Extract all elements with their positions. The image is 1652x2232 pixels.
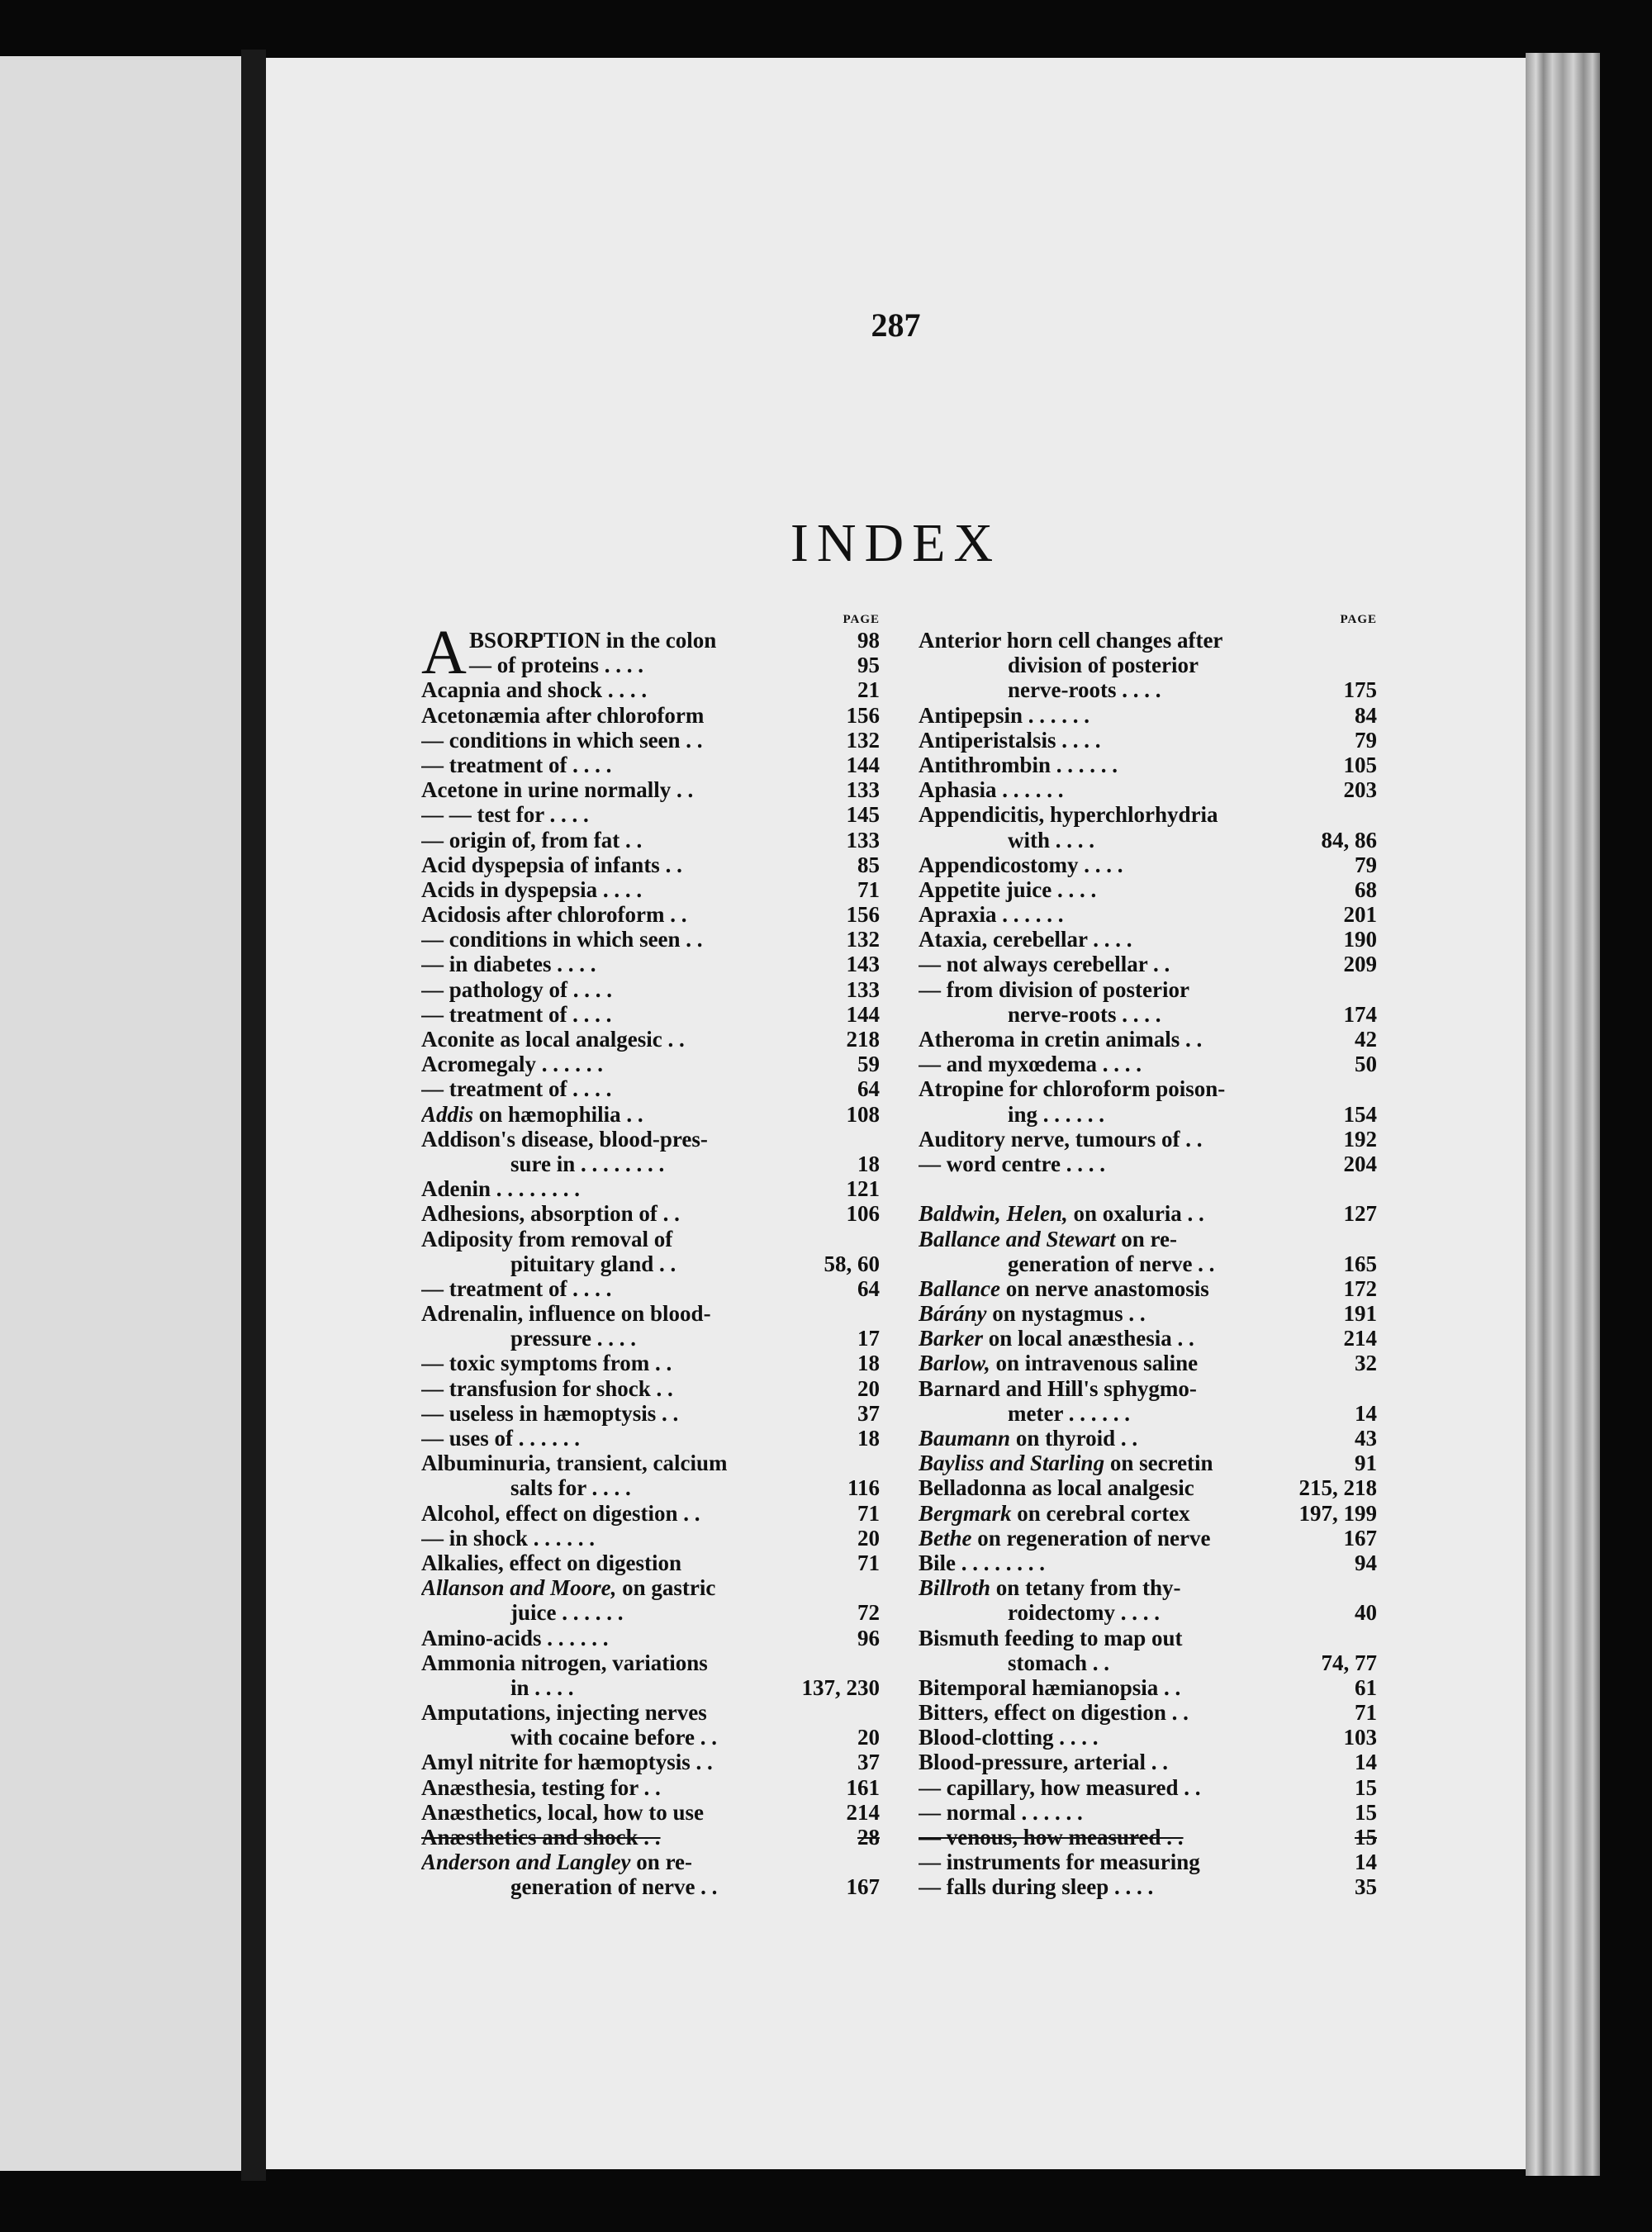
entry-text: — in shock . . . . . . xyxy=(421,1525,596,1551)
index-entry xyxy=(421,1152,880,1176)
entry-text: — word centre . . . . xyxy=(919,1151,1105,1176)
index-entry xyxy=(421,1276,880,1301)
entry-text: Baumann on thyroid . . xyxy=(919,1426,1138,1451)
entry-text: — and myxœdema . . . . xyxy=(919,1052,1142,1077)
entry-text: Ballance and Stewart on re- xyxy=(919,1226,1178,1251)
entry-text: — venous, how measured . . xyxy=(919,1825,1184,1850)
entry-text: Bethe on regeneration of nerve xyxy=(919,1525,1211,1551)
index-entry xyxy=(421,1201,880,1226)
entry-page: 74, 77 xyxy=(1321,1650,1377,1675)
index-entry xyxy=(919,1326,1377,1351)
index-entry xyxy=(919,828,1377,852)
entry-page: 167 xyxy=(846,1874,880,1900)
index-entry xyxy=(421,1002,880,1027)
entry-text: — treatment of . . . . xyxy=(421,1001,612,1027)
entry-page: 84 xyxy=(1355,702,1377,728)
entry-text: — useless in hæmoptysis . . xyxy=(421,1400,679,1426)
entry-page: 18 xyxy=(857,1426,880,1451)
right-entries xyxy=(919,628,1377,1900)
index-entry xyxy=(919,753,1377,777)
entry-page: 209 xyxy=(1343,952,1377,977)
entry-page: 64 xyxy=(857,1076,880,1102)
entry-page: 71 xyxy=(857,1500,880,1526)
entry-page: 108 xyxy=(846,1101,880,1127)
entry-page: 59 xyxy=(857,1052,880,1077)
entry-text: — treatment of . . . . xyxy=(421,752,612,777)
entry-page: 15 xyxy=(1355,1774,1377,1800)
index-entry xyxy=(421,753,880,777)
entry-page: 167 xyxy=(1343,1525,1377,1551)
entry-page: 32 xyxy=(1355,1351,1377,1376)
entry-page: 64 xyxy=(857,1275,880,1301)
index-entry xyxy=(919,1650,1377,1675)
entry-text: Barnard and Hill's sphygmo- xyxy=(919,1375,1197,1401)
index-entry xyxy=(919,653,1377,677)
entry-text: — treatment of . . . . xyxy=(421,1275,612,1301)
book-gutter xyxy=(241,50,266,2181)
entry-text: Ballance on nerve anastomosis xyxy=(919,1275,1209,1301)
index-entry xyxy=(421,1401,880,1426)
entry-text: with cocaine before . . xyxy=(510,1725,717,1750)
page-number: 287 xyxy=(871,306,921,344)
index-entry xyxy=(919,1825,1377,1850)
index-entry xyxy=(919,1501,1377,1526)
index-entry xyxy=(919,877,1377,902)
entry-text: Appendicitis, hyperchlorhydria xyxy=(919,802,1218,828)
entry-text: Belladonna as local analgesic xyxy=(919,1475,1194,1501)
entry-page: 84, 86 xyxy=(1321,827,1377,852)
entry-page: 165 xyxy=(1343,1251,1377,1276)
entry-page: 145 xyxy=(846,802,880,828)
index-entry xyxy=(421,728,880,753)
index-entry xyxy=(421,802,880,827)
index-entry xyxy=(421,1874,880,1899)
entry-text: Acids in dyspepsia . . . . xyxy=(421,876,643,902)
entry-page: 85 xyxy=(857,852,880,877)
index-entry xyxy=(421,1800,880,1825)
entry-page: 204 xyxy=(1343,1151,1377,1176)
index-entry xyxy=(919,1451,1377,1475)
index-entry xyxy=(919,1850,1377,1874)
index-entry xyxy=(421,1626,880,1650)
entry-page: 116 xyxy=(847,1475,880,1501)
entry-text: Amputations, injecting nerves xyxy=(421,1700,707,1726)
entry-text: — uses of . . . . . . xyxy=(421,1426,581,1451)
index-entry xyxy=(421,927,880,952)
entry-text: salts for . . . . xyxy=(510,1475,631,1501)
section-gap xyxy=(919,1176,1377,1201)
entry-text: Ataxia, cerebellar . . . . xyxy=(919,927,1132,952)
entry-text: Alcohol, effect on digestion . . xyxy=(421,1500,700,1526)
entry-text: — falls during sleep . . . . xyxy=(919,1874,1154,1900)
entry-text: Bayliss and Starling on secretin xyxy=(919,1451,1213,1476)
entry-page: 143 xyxy=(846,952,880,977)
entry-page: 20 xyxy=(857,1375,880,1401)
entry-text: — conditions in which seen . . xyxy=(421,927,703,952)
entry-text: nerve-roots . . . . xyxy=(1008,677,1161,703)
entry-text: Appendicostomy . . . . xyxy=(919,852,1123,877)
index-entry xyxy=(421,1600,880,1625)
entry-page: 15 xyxy=(1355,1799,1377,1825)
index-entry xyxy=(919,1102,1377,1127)
entry-text: Allanson and Moore, on gastric xyxy=(421,1575,716,1601)
index-entry xyxy=(919,1251,1377,1276)
entry-page: 96 xyxy=(857,1625,880,1650)
entry-page: 203 xyxy=(1343,777,1377,803)
entry-page: 154 xyxy=(1343,1101,1377,1127)
entry-page: 105 xyxy=(1343,752,1377,777)
index-entry xyxy=(421,703,880,728)
entry-text: Blood-clotting . . . . xyxy=(919,1725,1099,1750)
drop-cap: A xyxy=(421,618,467,687)
index-entry xyxy=(421,653,880,677)
index-entry xyxy=(919,1351,1377,1375)
index-entry xyxy=(421,1451,880,1475)
entry-page: 17 xyxy=(857,1326,880,1351)
index-column-right xyxy=(919,611,1377,1900)
index-entry xyxy=(421,877,880,902)
entry-page: 106 xyxy=(846,1201,880,1227)
entry-text: Atheroma in cretin animals . . xyxy=(919,1027,1203,1052)
entry-text: Addison's disease, blood-pres- xyxy=(421,1126,708,1152)
entry-text: in . . . . xyxy=(510,1674,574,1700)
index-entry xyxy=(421,952,880,976)
index-entry xyxy=(421,1650,880,1675)
index-entry xyxy=(919,728,1377,753)
entry-text: Amino-acids . . . . . . xyxy=(421,1625,609,1650)
entry-text: Bárány on nystagmus . . xyxy=(919,1301,1146,1327)
entry-page: 103 xyxy=(1343,1725,1377,1750)
index-entry xyxy=(919,1152,1377,1176)
entry-text: stomach . . xyxy=(1008,1650,1109,1675)
entry-page: 71 xyxy=(857,876,880,902)
index-entry xyxy=(421,1700,880,1725)
entry-page: 98 xyxy=(857,628,880,653)
entry-text: — instruments for measuring xyxy=(919,1850,1200,1875)
entry-page: 121 xyxy=(846,1176,880,1202)
entry-text: Bitemporal hæmianopsia . . xyxy=(919,1674,1181,1700)
entry-text: Acromegaly . . . . . . xyxy=(421,1052,603,1077)
entry-page: 79 xyxy=(1355,852,1377,877)
index-entry xyxy=(421,1076,880,1101)
page-edges xyxy=(1526,53,1600,2176)
index-entry xyxy=(421,1775,880,1800)
index-entry xyxy=(421,1027,880,1052)
entry-text: Bitters, effect on digestion . . xyxy=(919,1700,1189,1726)
entry-page: 91 xyxy=(1355,1451,1377,1476)
entry-text: pituitary gland . . xyxy=(510,1251,676,1276)
entry-text: — transfusion for shock . . xyxy=(421,1375,673,1401)
index-entry xyxy=(421,1052,880,1076)
index-entry xyxy=(919,1800,1377,1825)
index-entry xyxy=(919,1027,1377,1052)
index-entry xyxy=(919,1874,1377,1899)
index-page xyxy=(266,58,1526,2169)
entry-page: 14 xyxy=(1355,1850,1377,1875)
entry-page: 201 xyxy=(1343,902,1377,928)
entry-text: Antipepsin . . . . . . xyxy=(919,702,1090,728)
entry-text: Billroth on tetany from thy- xyxy=(919,1575,1181,1601)
entry-page: 214 xyxy=(1343,1326,1377,1351)
entry-text: Barker on local anæsthesia . . xyxy=(919,1326,1194,1351)
index-entry xyxy=(919,1675,1377,1700)
entry-page: 175 xyxy=(1343,677,1377,703)
index-entry xyxy=(919,1127,1377,1152)
entry-text: Adrenalin, influence on blood- xyxy=(421,1301,711,1327)
index-entry xyxy=(421,1376,880,1401)
entry-text: Acetone in urine normally . . xyxy=(421,777,694,803)
index-entry xyxy=(919,1201,1377,1226)
index-entry xyxy=(421,1475,880,1500)
index-entry xyxy=(421,1551,880,1575)
entry-text: — treatment of . . . . xyxy=(421,1076,612,1102)
entry-page: 71 xyxy=(857,1550,880,1575)
entry-page: 156 xyxy=(846,702,880,728)
entry-page: 197, 199 xyxy=(1298,1500,1377,1526)
entry-page: 58, 60 xyxy=(824,1251,880,1276)
index-entry xyxy=(421,1725,880,1750)
entry-text: — conditions in which seen . . xyxy=(421,727,703,753)
entry-text: Amyl nitrite for hæmoptysis . . xyxy=(421,1750,713,1775)
index-column-left xyxy=(421,611,880,1900)
entry-text: Bile . . . . . . . . xyxy=(919,1550,1045,1575)
entry-text: — in diabetes . . . . xyxy=(421,952,596,977)
entry-text: — from division of posterior xyxy=(919,976,1189,1002)
index-entry xyxy=(919,977,1377,1002)
entry-page: 133 xyxy=(846,976,880,1002)
entry-page: 61 xyxy=(1355,1674,1377,1700)
index-entry xyxy=(421,1176,880,1201)
index-entry xyxy=(919,1276,1377,1301)
index-entry xyxy=(919,927,1377,952)
index-entry xyxy=(421,1575,880,1600)
index-entry xyxy=(919,703,1377,728)
entry-page: 95 xyxy=(857,653,880,678)
index-entry xyxy=(919,777,1377,802)
entry-text: generation of nerve . . xyxy=(510,1874,718,1900)
entry-page: 72 xyxy=(857,1600,880,1626)
page-column-label: PAGE xyxy=(843,613,880,626)
entry-text: Anderson and Langley on re- xyxy=(421,1850,693,1875)
entry-page: 214 xyxy=(846,1799,880,1825)
entry-text: Albuminuria, transient, calcium xyxy=(421,1451,728,1476)
entry-text: Auditory nerve, tumours of . . xyxy=(919,1126,1203,1152)
index-entry xyxy=(919,802,1377,827)
index-entry xyxy=(919,1475,1377,1500)
entry-page: 190 xyxy=(1343,927,1377,952)
entry-page: 218 xyxy=(846,1027,880,1052)
index-entry xyxy=(919,1401,1377,1426)
entry-text: Baldwin, Helen, on oxaluria . . xyxy=(919,1201,1204,1227)
index-entry xyxy=(919,1227,1377,1251)
index-entry xyxy=(421,1825,880,1850)
entry-page: 144 xyxy=(846,752,880,777)
entry-text: Apraxia . . . . . . xyxy=(919,902,1064,928)
index-entry xyxy=(421,677,880,702)
entry-page: 37 xyxy=(857,1400,880,1426)
entry-text: Acidosis after chloroform . . xyxy=(421,902,687,928)
index-entry xyxy=(919,677,1377,702)
index-entry xyxy=(919,902,1377,927)
entry-text: Antiperistalsis . . . . xyxy=(919,727,1101,753)
entry-text: Acetonæmia after chloroform xyxy=(421,702,705,728)
entry-text: with . . . . xyxy=(1008,827,1095,852)
entry-text: Appetite juice . . . . xyxy=(919,876,1097,902)
index-entry xyxy=(919,852,1377,877)
index-entry xyxy=(421,1127,880,1152)
entry-text: Addis on hæmophilia . . xyxy=(421,1101,643,1127)
entry-page: 156 xyxy=(846,902,880,928)
entry-text: — capillary, how measured . . xyxy=(919,1774,1201,1800)
page-column-label: PAGE xyxy=(1340,613,1377,626)
index-title: INDEX xyxy=(790,513,1002,573)
index-entry xyxy=(919,1376,1377,1401)
entry-page: 35 xyxy=(1355,1874,1377,1900)
entry-page: 43 xyxy=(1355,1426,1377,1451)
index-entry xyxy=(919,1575,1377,1600)
entry-page: 20 xyxy=(857,1725,880,1750)
index-entry xyxy=(421,1850,880,1874)
entry-page: 133 xyxy=(846,777,880,803)
entry-text: sure in . . . . . . . . xyxy=(510,1151,665,1176)
entry-text: ing . . . . . . xyxy=(1008,1101,1105,1127)
entry-page: 14 xyxy=(1355,1400,1377,1426)
entry-page: 127 xyxy=(1343,1201,1377,1227)
entry-page: 68 xyxy=(1355,876,1377,902)
entry-text: juice . . . . . . xyxy=(510,1600,624,1626)
entry-page: 79 xyxy=(1355,727,1377,753)
entry-text: nerve-roots . . . . xyxy=(1008,1001,1161,1027)
entry-text: Anterior horn cell changes after xyxy=(919,628,1223,653)
index-entry xyxy=(421,1326,880,1351)
index-entry xyxy=(919,1526,1377,1551)
index-entry xyxy=(919,1700,1377,1725)
entry-text: Acid dyspepsia of infants . . xyxy=(421,852,682,877)
index-entry xyxy=(919,1626,1377,1650)
index-entry xyxy=(421,777,880,802)
index-entry xyxy=(421,1675,880,1700)
index-entry xyxy=(421,852,880,877)
entry-text: Ammonia nitrogen, variations xyxy=(421,1650,708,1675)
index-entry xyxy=(919,952,1377,976)
entry-page: 37 xyxy=(857,1750,880,1775)
entry-text: Alkalies, effect on digestion xyxy=(421,1550,681,1575)
index-entry xyxy=(421,1251,880,1276)
index-entry xyxy=(919,1600,1377,1625)
entry-text: Adenin . . . . . . . . xyxy=(421,1176,581,1202)
entry-text: Adhesions, absorption of . . xyxy=(421,1201,680,1227)
index-entry xyxy=(919,1002,1377,1027)
entry-text: roidectomy . . . . xyxy=(1008,1600,1160,1626)
entry-text: Aphasia . . . . . . xyxy=(919,777,1064,803)
index-entry xyxy=(421,1102,880,1127)
index-entry xyxy=(919,1551,1377,1575)
index-entry xyxy=(919,1426,1377,1451)
entry-text: — not always cerebellar . . xyxy=(919,952,1170,977)
index-entry xyxy=(421,1526,880,1551)
entry-text: — origin of, from fat . . xyxy=(421,827,643,852)
entry-page: 71 xyxy=(1355,1700,1377,1726)
entry-text: Atropine for chloroform poison- xyxy=(919,1076,1226,1102)
entry-text: Barlow, on intravenous saline xyxy=(919,1351,1199,1376)
entry-page: 137, 230 xyxy=(801,1674,880,1700)
entry-page: 132 xyxy=(846,727,880,753)
entry-page: 15 xyxy=(1355,1825,1377,1850)
index-entry xyxy=(919,1301,1377,1326)
entry-text: Anæsthetics, local, how to use xyxy=(421,1799,704,1825)
entry-page: 28 xyxy=(857,1825,880,1850)
entry-text: Anæsthesia, testing for . . xyxy=(421,1774,661,1800)
entry-text: Bergmark on cerebral cortex xyxy=(919,1500,1190,1526)
index-entry xyxy=(421,828,880,852)
entry-page: 161 xyxy=(846,1774,880,1800)
index-entry xyxy=(421,977,880,1002)
facing-page xyxy=(0,56,241,2171)
entry-page: 174 xyxy=(1343,1001,1377,1027)
entry-text: generation of nerve . . xyxy=(1008,1251,1215,1276)
entry-page: 191 xyxy=(1343,1301,1377,1327)
index-entry xyxy=(919,1725,1377,1750)
entry-text: meter . . . . . . xyxy=(1008,1400,1130,1426)
entry-page: 42 xyxy=(1355,1027,1377,1052)
entry-text: — pathology of . . . . xyxy=(421,976,613,1002)
index-entry xyxy=(919,1052,1377,1076)
entry-text: Antithrombin . . . . . . xyxy=(919,752,1118,777)
entry-text: Anæsthetics and shock . . xyxy=(421,1825,661,1850)
entry-page: 172 xyxy=(1343,1275,1377,1301)
entry-page: 40 xyxy=(1355,1600,1377,1626)
entry-page: 20 xyxy=(857,1525,880,1551)
index-entry xyxy=(421,1351,880,1375)
entry-text: — normal . . . . . . xyxy=(919,1799,1083,1825)
entry-text: pressure . . . . xyxy=(510,1326,637,1351)
entry-page: 132 xyxy=(846,927,880,952)
entry-page: 21 xyxy=(857,677,880,703)
entry-text: — — test for . . . . xyxy=(421,802,589,828)
index-entry xyxy=(421,1426,880,1451)
entry-page: 133 xyxy=(846,827,880,852)
entry-text: Acapnia and shock . . . . xyxy=(421,677,648,703)
index-entry xyxy=(421,1227,880,1251)
entry-text: BSORPTION in the colon xyxy=(469,628,717,653)
entry-page: 18 xyxy=(857,1351,880,1376)
entry-page: 192 xyxy=(1343,1126,1377,1152)
entry-text: Aconite as local analgesic . . xyxy=(421,1027,685,1052)
index-entry xyxy=(919,1775,1377,1800)
index-entry xyxy=(919,628,1377,653)
entry-page: 14 xyxy=(1355,1750,1377,1775)
entry-text: division of posterior xyxy=(1008,653,1199,678)
index-entry xyxy=(421,1501,880,1526)
index-entry xyxy=(919,1076,1377,1101)
entry-page: 18 xyxy=(857,1151,880,1176)
entry-page: 50 xyxy=(1355,1052,1377,1077)
entry-text: Blood-pressure, arterial . . xyxy=(919,1750,1168,1775)
index-entry xyxy=(919,1750,1377,1774)
entry-page: 144 xyxy=(846,1001,880,1027)
entry-page: 215, 218 xyxy=(1298,1475,1377,1501)
index-entry xyxy=(421,902,880,927)
entry-text: Bismuth feeding to map out xyxy=(919,1625,1183,1650)
entry-text: Adiposity from removal of xyxy=(421,1226,673,1251)
entry-page: 94 xyxy=(1355,1550,1377,1575)
entry-text: — of proteins . . . . xyxy=(469,653,644,678)
index-entry xyxy=(421,1301,880,1326)
entry-text: — toxic symptoms from . . xyxy=(421,1351,672,1376)
index-entry xyxy=(421,1750,880,1774)
